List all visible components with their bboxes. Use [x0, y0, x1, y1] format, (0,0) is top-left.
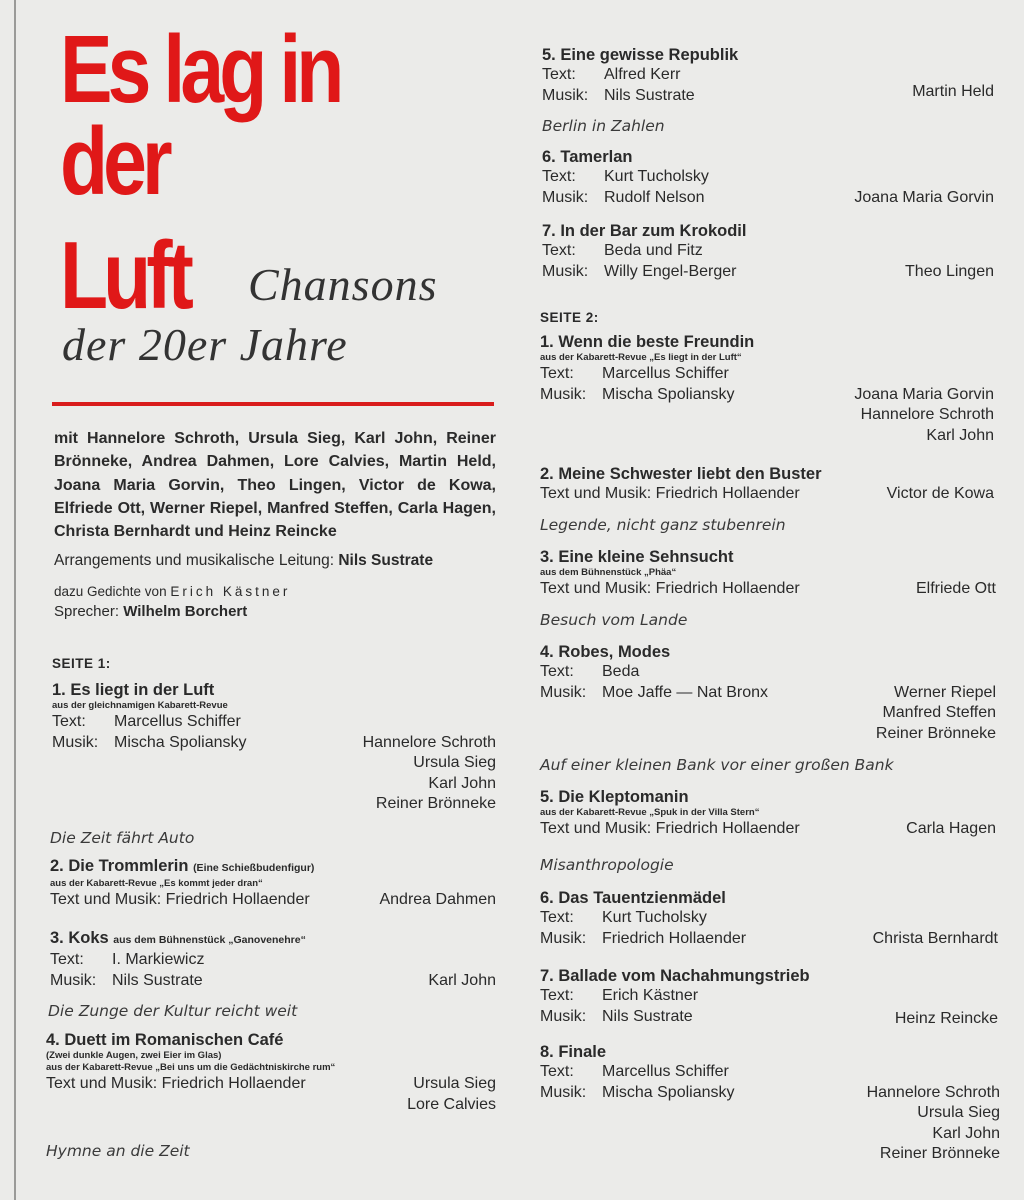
- narrator-credit: [54, 603, 247, 620]
- narrator-name: Wilhelm Borchert: [123, 603, 248, 620]
- track-s2-5: 5. Die Kleptomanin aus der Kabarett-Revue „Spuk in der Villa Stern“ Text und Musik: Friedrich Hollaender Carla Hagen: [540, 787, 996, 840]
- track-s1-6: 6. Tamerlan Text: Kurt Tucholsky Musik: Rudolf Nelson Joana Maria Gorvin: [542, 147, 994, 208]
- track-s1-2: 2. Die Trommlerin (Eine Schießbudenfigur) aus der Kabarett-Revue „Es kommt jeder dran“ Text und Musik: Friedrich Hollaender Andrea Dahmen: [50, 856, 496, 911]
- poem-title: Auf einer kleinen Bank vor einer großen Bank: [540, 756, 894, 774]
- performer: Heinz Reincke: [894, 1009, 998, 1027]
- track-title: 1. Es liegt in der Luft: [52, 681, 215, 699]
- arrangements-credit: [54, 552, 433, 570]
- poem-title: Legende, nicht ganz stubenrein: [540, 516, 786, 534]
- music-row: Musik: Willy Engel-Berger Theo Lingen: [542, 262, 994, 283]
- music-row: Musik: Mischa Spoliansky Hannelore Schroth: [540, 1083, 1000, 1104]
- poems-label: dazu Gedichte von: [54, 584, 167, 599]
- track-s1-3: 3. Koks aus dem Bühnenstück „Ganovenehre“ Text: I. Markiewicz Musik: Nils Sustrate Karl John: [50, 928, 496, 991]
- text-row: Text: Marcellus Schiffer: [540, 1063, 729, 1080]
- performer: Joana Maria Gorvin: [854, 385, 994, 403]
- red-divider: [52, 402, 494, 406]
- poem-title: Die Zunge der Kultur reicht weit: [48, 1002, 298, 1020]
- poem-title: Besuch vom Lande: [540, 611, 688, 629]
- music-row: Musik: Rudolf Nelson Joana Maria Gorvin: [542, 188, 994, 209]
- performer: Hannelore Schroth: [362, 733, 496, 751]
- performer: Werner Riepel: [894, 683, 996, 701]
- side-1-heading: SEITE 1:: [52, 656, 111, 671]
- music-row: Musik: Mischa Spoliansky Hannelore Schroth: [52, 733, 496, 754]
- track-s2-4: 4. Robes, Modes Text: Beda Musik: Moe Jaffe — Nat Bronx Werner Riepel Manfred Steffen Reiner Brönneke: [540, 643, 996, 742]
- cast-list: mit Hannelore Schroth, Ursula Sieg, Karl John, Reiner Brönneke, Andrea Dahmen, Lore Calvies, Martin Held, Joana Maria Gorvin, Theo Lingen, Victor de Kowa, Elfriede Ott, Werner Riepel, Manfred Steffen, Carla Hagen, Christa Bernhardt und Heinz Reincke: [54, 430, 496, 541]
- performer: Victor de Kowa: [886, 485, 994, 502]
- music-row: Musik: Mischa Spoliansky Joana Maria Gorvin: [540, 385, 994, 406]
- poem-title: Berlin in Zahlen: [542, 117, 665, 135]
- page-edge-line: [14, 0, 16, 1200]
- arrangements-name: Nils Sustrate: [338, 552, 434, 569]
- performer: Ursula Sieg: [413, 1075, 496, 1092]
- text-row: Text: Alfred Kerr: [542, 66, 681, 83]
- performer: Elfriede Ott: [915, 580, 996, 597]
- track-s2-8: 8. Finale Text: Marcellus Schiffer Musik: Mischa Spoliansky Hannelore Schroth Ursula Sieg Karl John Reiner Brönneke: [540, 1043, 1000, 1162]
- music-row: Musik: Nils Sustrate Martin Held: [542, 82, 994, 104]
- music-row: Musik: Nils Sustrate Heinz Reincke: [540, 1007, 998, 1028]
- title-line-2: Luft: [60, 222, 189, 329]
- performer: Carla Hagen: [906, 820, 996, 837]
- track-s1-1: [52, 680, 496, 815]
- text-row: Text: Marcellus Schiffer: [52, 713, 241, 730]
- arrangements-label: Arrangements und musikalische Leitung:: [54, 552, 335, 569]
- narrator-label: Sprecher:: [54, 603, 120, 620]
- performer: Martin Held: [912, 82, 994, 100]
- music-row: Musik: Friedrich Hollaender Christa Bernhardt: [540, 929, 998, 950]
- performer: Theo Lingen: [905, 262, 994, 280]
- side-2-heading: SEITE 2:: [540, 310, 599, 325]
- track-s2-6: 6. Das Tauentzienmädel Text: Kurt Tucholsky Musik: Friedrich Hollaender Christa Bernhardt: [540, 888, 998, 949]
- poems-author: Erich Kästner: [170, 584, 291, 599]
- poem-title: Misanthropologie: [540, 856, 674, 874]
- track-s2-7: 7. Ballade vom Nachahmungstrieb Text: Erich Kästner Musik: Nils Sustrate Heinz Reincke: [540, 966, 998, 1027]
- title-line-1: Es lag in der: [60, 16, 340, 215]
- performer: Christa Bernhardt: [872, 929, 998, 947]
- track-subtitle: aus der Kabarett-Revue „Es kommt jeder dran“: [50, 878, 263, 889]
- performer: Karl John: [428, 971, 496, 989]
- performer: Joana Maria Gorvin: [854, 188, 994, 206]
- performers: Ursula Sieg Karl John Reiner Brönneke: [375, 754, 496, 812]
- text-row: Text: Beda: [540, 663, 640, 680]
- text-music-row: Text und Musik: Friedrich Hollaender Andrea Dahmen: [50, 890, 496, 911]
- track-s1-4: 4. Duett im Romanischen Café (Zwei dunkle Augen, zwei Eier im Glas) aus der Kabarett-Revue „Bei uns um die Gedächtniskirche rum“ Text und Musik: Friedrich Hollaender Ursula Sieg Lore Calvies: [46, 1031, 496, 1113]
- performer: Andrea Dahmen: [379, 891, 496, 908]
- track-s2-3: 3. Eine kleine Sehnsucht aus dem Bühnenstück „Phäa“ Text und Musik: Friedrich Hollaender Elfriede Ott: [540, 547, 996, 600]
- text-row: Text: Kurt Tucholsky: [540, 909, 707, 926]
- poems-credit: [54, 584, 290, 599]
- text-row: Text: Erich Kästner: [540, 987, 699, 1004]
- music-row: Musik: Moe Jaffe — Nat Bronx Werner Riepel: [540, 683, 996, 704]
- music-row: Musik: Nils Sustrate Karl John: [50, 971, 496, 992]
- text-music-row: Text und Musik: Friedrich Hollaender Ursula Sieg: [46, 1074, 496, 1095]
- poem-title: Die Zeit fährt Auto: [50, 829, 195, 847]
- subtitle-chansons: Chansons: [248, 259, 438, 310]
- poem-title: Hymne an die Zeit: [46, 1142, 190, 1160]
- track-subtitle: aus der gleichnamigen Kabarett-Revue: [52, 700, 228, 711]
- text-row: Text: Beda und Fitz: [542, 242, 703, 259]
- text-row: Text: I. Markiewicz: [50, 951, 205, 968]
- track-s1-7: 7. In der Bar zum Krokodil Text: Beda und Fitz Musik: Willy Engel-Berger Theo Lingen: [542, 221, 994, 282]
- text-row: Text: Marcellus Schiffer: [540, 365, 729, 382]
- performer: Hannelore Schroth: [866, 1083, 1000, 1101]
- track-s1-5: 5. Eine gewisse Republik Text: Alfred Kerr Musik: Nils Sustrate Martin Held: [542, 45, 994, 106]
- track-s2-1: 1. Wenn die beste Freundin aus der Kabarett-Revue „Es liegt in der Luft“ Text: Marcellus Schiffer Musik: Mischa Spoliansky Joana Maria Gorvin Hannelore Schroth Karl John: [540, 333, 994, 444]
- track-s2-2: 2. Meine Schwester liebt den Buster Text und Musik: Friedrich Hollaender Victor de Kowa: [540, 464, 994, 505]
- text-row: Text: Kurt Tucholsky: [542, 168, 709, 185]
- subtitle-jahre: der 20er Jahre: [62, 319, 348, 370]
